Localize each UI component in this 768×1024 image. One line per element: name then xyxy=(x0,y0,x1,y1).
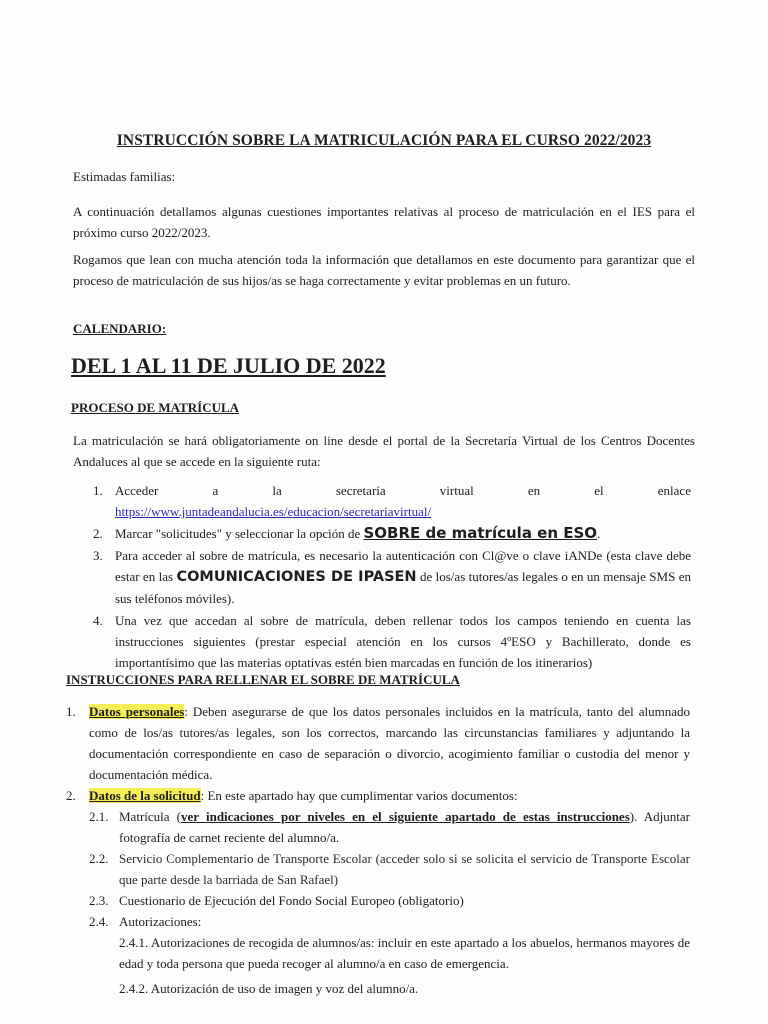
request-documents-list xyxy=(89,806,690,999)
sub-item-text: Cuestionario de Ejecución del Fondo Social Europeo (obligatorio) xyxy=(119,893,464,908)
step-1-word: virtual xyxy=(439,483,474,498)
sub-item-text: Matrícula ( xyxy=(119,809,182,824)
step-2-end: . xyxy=(597,526,601,541)
list-item xyxy=(73,523,691,544)
step-number: 3. xyxy=(93,548,103,563)
list-item xyxy=(89,806,690,848)
greeting: Estimadas familias: xyxy=(73,169,176,184)
personal-data-label: Datos personales xyxy=(89,704,185,719)
sub-item-text: Autorizaciones: xyxy=(119,914,202,929)
step-3-end: de los/as tutores/as legales o en un mensaje SMS en sus teléfonos móviles). xyxy=(115,569,691,606)
instruction-number: 2. xyxy=(66,788,76,803)
list-item xyxy=(89,890,690,911)
step-1-word: a xyxy=(212,483,219,498)
sub-item-emphasis: ver indicaciones por niveles en el siguiente apartado de estas instrucciones xyxy=(181,809,630,824)
list-item xyxy=(66,701,690,785)
step-number: 2. xyxy=(93,526,103,541)
sub-item-number: 2.4. xyxy=(89,914,109,929)
step-1-word: secretaría xyxy=(335,483,386,498)
step-1-word: el xyxy=(594,483,604,498)
step-number: 1. xyxy=(93,483,103,498)
step-1-text xyxy=(115,480,691,501)
process-paragraph: La matriculación se hará obligatoriamente on line desde el portal de la Secretaría Virtual de los Centros Docentes Andaluces al que se accede en la siguiente ruta: xyxy=(73,433,695,469)
request-data-text: : En este apartado hay que cumplimentar varios documentos: xyxy=(200,788,518,803)
intro-paragraph-1: A continuación detallamos algunas cuestiones importantes relativas al proceso de matriculación en el IES para el próximo curso 2022/2023. xyxy=(73,204,695,240)
document-title: INSTRUCCIÓN SOBRE LA MATRICULACIÓN PARA EL CURSO 2022/2023 xyxy=(116,132,652,149)
instruction-number: 1. xyxy=(66,704,76,719)
secretaria-virtual-link[interactable]: https://www.juntadeandalucia.es/educacion/secretariavirtual/ xyxy=(115,504,432,519)
sub-item-number: 2.1. xyxy=(89,809,109,824)
step-1-word: enlace xyxy=(657,483,691,498)
list-item xyxy=(89,848,690,890)
step-number: 4. xyxy=(93,613,103,628)
sub-item-number: 2.2. xyxy=(89,851,109,866)
list-item: 2.4.1. Autorizaciones de recogida de alumnos/as: incluir en este apartado a los abuelos, hermanos mayores de edad y toda persona que pueda recoger al alumno/a en caso de emergencia. xyxy=(119,935,690,971)
authorizations-list xyxy=(119,932,690,999)
sub-item-end: ). Adjuntar fotografía de carnet reciente del alumno/a. xyxy=(119,809,690,845)
sub-item-text: Servicio Complementario de Transporte Escolar (acceder solo si se solicita el servicio de Transporte Escolar que parte desde la barriada de San Rafael) xyxy=(119,851,690,887)
step-1-word: en xyxy=(527,483,541,498)
process-steps-list xyxy=(73,480,691,674)
sub-item-number: 2.3. xyxy=(89,893,109,908)
list-item xyxy=(73,480,691,522)
step-3-text: Para acceder al sobre de matrícula, es necesario la autenticación con Cl@ve o clave iANDe (esta clave debe estar en las xyxy=(115,548,691,584)
instructions-list xyxy=(66,701,690,999)
step-2-text: Marcar "solicitudes" y seleccionar la opción de xyxy=(115,526,364,541)
list-item xyxy=(89,911,690,999)
step-2-emphasis: SOBRE de matrícula en ESO xyxy=(363,524,598,542)
personal-data-text: : Deben asegurarse de que los datos personales incluidos en la matrícula, tanto del alumnado como de los/as tutores/as legales, son los correctos, marcando las circunstancias familiares y adjuntando la documentación correspondiente en caso de separación o divorcio, acogimiento familiar o custodia del menor y documentación médica. xyxy=(89,704,690,782)
list-item xyxy=(73,610,691,673)
calendar-label: CALENDARIO: xyxy=(73,321,167,336)
step-1-word: la xyxy=(272,483,282,498)
list-item xyxy=(73,545,691,609)
process-heading: PROCESO DE MATRÍCULA xyxy=(71,400,240,415)
intro-paragraph-2: Rogamos que lean con mucha atención toda la información que detallamos en este documento para garantizar que el proceso de matriculación de sus hijos/as se haga correctamente y evitar problemas en un futuro. xyxy=(73,252,695,288)
step-3-emphasis: COMUNICACIONES DE IPASEN xyxy=(176,569,417,585)
instructions-heading: INSTRUCCIONES PARA RELLENAR EL SOBRE DE MATRÍCULA xyxy=(66,672,460,687)
list-item: 2.4.2. Autorización de uso de imagen y voz del alumno/a. xyxy=(119,981,419,996)
step-4-text: Una vez que accedan al sobre de matrícula, deben rellenar todos los campos teniendo en cuenta las instrucciones siguientes (prestar especial atención en los cursos 4ºESO y Bachillerato, donde es importantísimo que las materias optativas estén bien marcadas en función de los itinerarios) xyxy=(115,613,691,670)
request-data-label: Datos de la solicitud xyxy=(89,788,201,803)
step-1-word: Acceder xyxy=(115,483,159,498)
calendar-dates: DEL 1 AL 11 DE JULIO DE 2022 xyxy=(71,353,386,378)
list-item xyxy=(66,785,690,999)
